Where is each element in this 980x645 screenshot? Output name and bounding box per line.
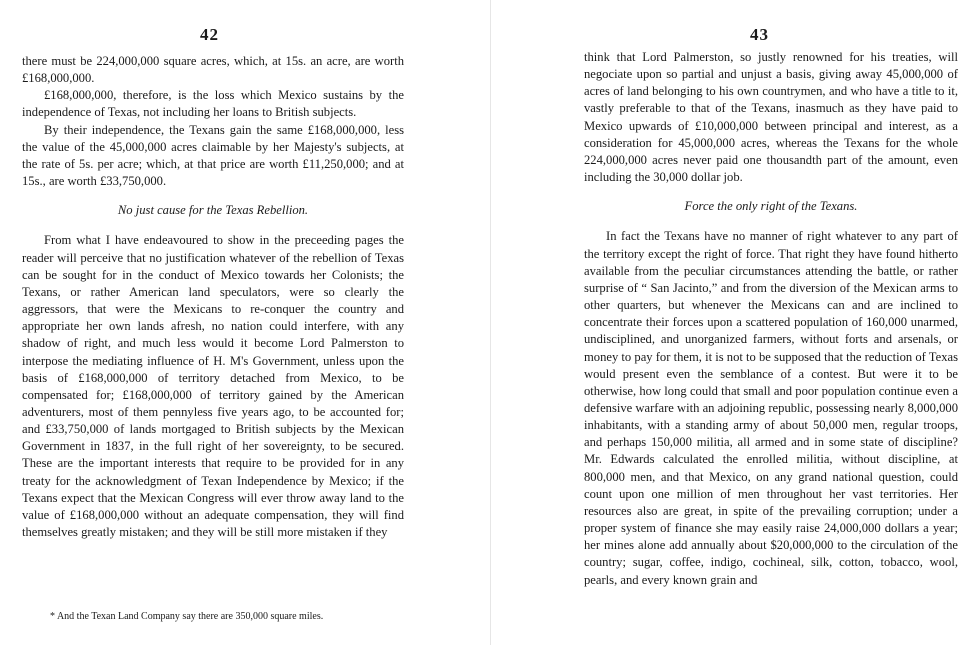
paragraph: From what I have endeavoured to show in the preceeding pages the reader will perceive that no justification whatever of the rebellion of Texas can be sought for in the conduct of Mexico towards her Colonists; the Texans, or rather American land speculators, were so clearly the aggressors, that were the Mexicans to re-conquer the country and appropriate her own lands afresh, no nation could interfere, with any shadow of right, and much less would it become Lord Palmerston to interpose the mediating influence of H. M's Government, unless upon the basis of £168,000,000 of territory detached from Mexico, to be compensated for; £168,000,000 of territory gained by the American adventurers, most of them pennyless five years ago, to be accounted for; and £33,750,000 of lands mortgaged to British subjects by the Mexican Government in 1837, in the full right of her sovereignty, to be secured. These are the important interests that require to be provided for in any treaty for the acknowledgment of Texan Independence by Mexico; if the Texans expect that the Mexican Congress will ever throw away land to the value of £168,000,000 without an adequate compensation, they will find themselves greatly mistaken; and they will be still more mistaken if they (22, 233, 404, 540)
section-heading: Force the only right of the Texans. (684, 199, 858, 214)
left-page-body (22, 53, 404, 541)
paragraph: think that Lord Palmerston, so justly renowned for his treaties, will negociate upon so partial and unjust a basis, giving away 45,000,000 of acres of land belonging to his own countrymen, and who have a title to it, vastly preferable to that of the Texans, inasmuch as they have paid to Mexico upwards of £10,000,000 between principal and interest, as a consideration for 45,000,000 acres, whereas the Texans for the whole 224,000,000 acres never paid one thousandth part of the amount, even including the 30,000 dollar job. (584, 50, 958, 185)
paragraph: £168,000,000, therefore, is the loss which Mexico sustains by the independence of Texas, not including her loans to British subjects. (22, 88, 404, 120)
page-number-left: 42 (200, 25, 219, 44)
section-heading: No just cause for the Texas Rebellion. (117, 203, 309, 218)
page-gutter (490, 0, 491, 645)
paragraph: there must be 224,000,000 square acres, which, at 15s. an acre, are worth £168,000,000. (22, 54, 404, 86)
footnote: * And the Texan Land Company say there are 350,000 square miles. (50, 611, 324, 622)
paragraph: By their independence, the Texans gain the same £168,000,000, less the value of the 45,000,000 acres claimable by her Majesty's subjects, at the rate of 5s. per acre; which, at that price are worth £11,250,000; and at 15s., are worth £33,750,000. (22, 122, 404, 189)
paragraph: In fact the Texans have no manner of right whatever to any part of the territory except the right of force. That right they have found hitherto available from the peculiar circumstances attending the battle, or rather surprise of “ San Jacinto,” and from the diversion of the Mexican arms to other quarters, but whenever the Mexicans can and are inclined to concentrate their forces upon a scattered population of 160,000 unarmed, undisciplined, and unorganized farmers, without forts and arsenals, or money to pay for them, it is not to be supposed that the reduction of Texas would present even the semblance of a contest. But were it to be otherwise, how long could that small and poor population continue even a defensive warfare with an adjoining republic, possessing nearly 8,000,000 inhabitants, with a standing army of about 50,000 men, regular troops, and perhaps 150,000 militia, all armed and in some state of discipline? Mr. Edwards calculated the enrolled militia, without discipline, at 800,000 men, and that Mexico, on any grand national question, could count upon one million of men throughout her vast territories. Her resources also are great, in spite of the prevailing corruption; under a proper system of finance she may easily raise 24,000,000 dollars a year; her mines alone add annually about $20,000,000 to the circulation of the country; sugar, coffee, indigo, cochineal, silk, cotton, tobacco, wool, pearls, and every known grain and (584, 229, 958, 587)
right-page-body (584, 49, 958, 589)
page-number-right: 43 (750, 25, 769, 44)
